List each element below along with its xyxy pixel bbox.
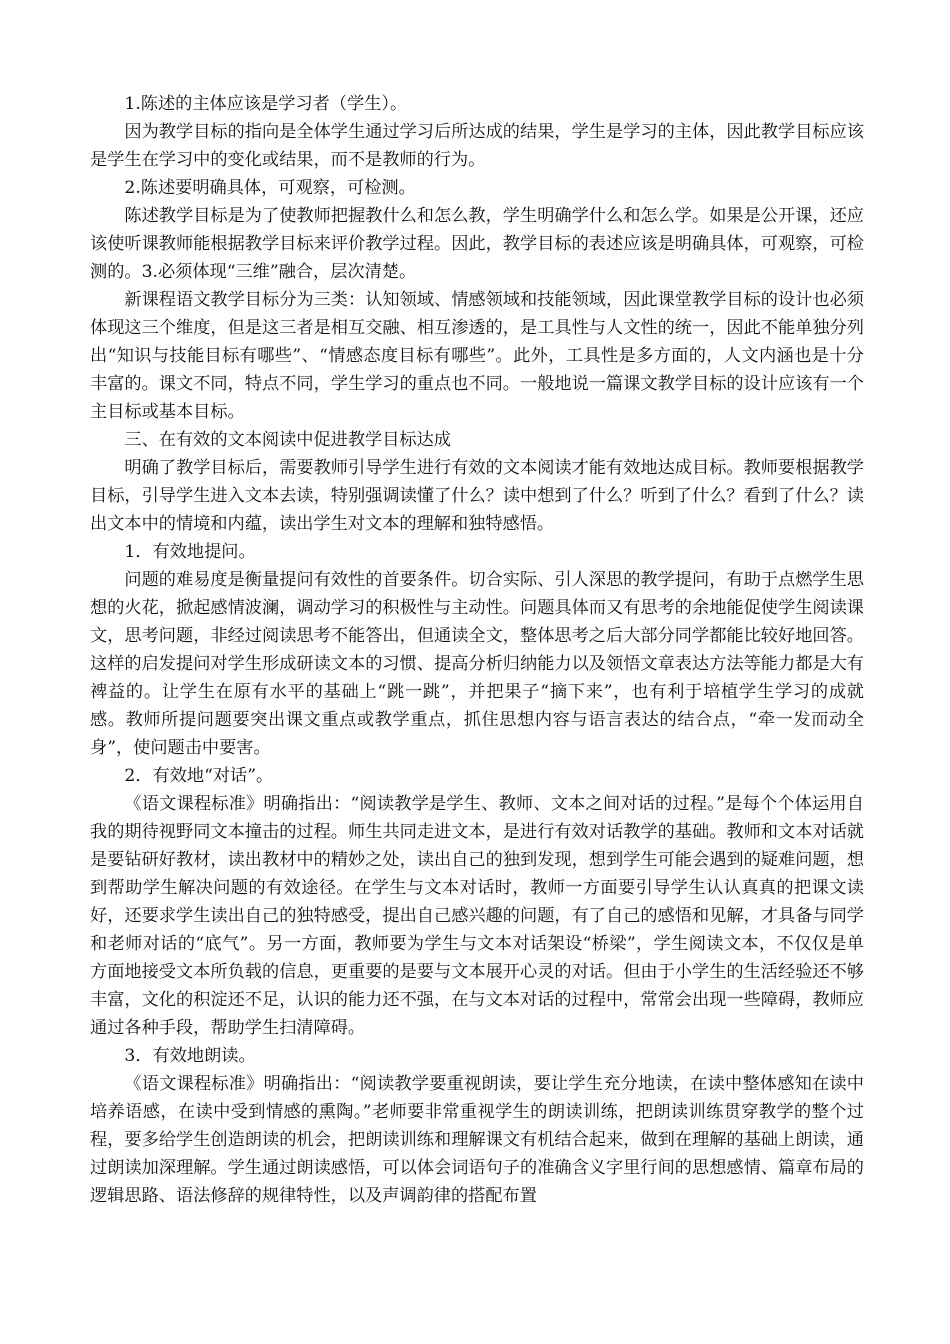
section-heading: 1.陈述的主体应该是学习者（学生）。 (124, 94, 408, 114)
body-paragraph: 新课程语文教学目标分为三类：认知领域、情感领域和技能领域，因此课堂教学目标的设计也必须体现这三个维度，但是这三者是相互交融、相互渗透的，是工具性与人文性的统一，因此不能单独分列出“知识与技能目标有哪些”、“情感态度目标有哪些”。此外，工具性是多方面的，人文内涵也是十分丰富的。课文不同，特点不同，学生学习的重点也不同。一般地说一篇课文教学目标的设计应该有一个主目标或基本目标。 (90, 290, 864, 422)
section-heading: 3．有效地朗读。 (124, 1046, 256, 1066)
section-heading: 1．有效地提问。 (124, 542, 256, 562)
section-heading: 2.陈述要明确具体，可观察，可检测。 (124, 178, 416, 198)
body-paragraph: 陈述教学目标是为了使教师把握教什么和怎么教，学生明确学什么和怎么学。如果是公开课，还应该使听课教师能根据教学目标来评价教学过程。因此，教学目标的表述应该是明确具体，可观察，可检测的。3.必须体现“三维”融合，层次清楚。 (90, 206, 864, 282)
body-paragraph: 因为教学目标的指向是全体学生通过学习后所达成的结果，学生是学习的主体，因此教学目标应该是学生在学习中的变化或结果，而不是教师的行为。 (90, 122, 864, 170)
section-heading: 2．有效地“对话”。 (124, 766, 274, 786)
body-paragraph: 明确了教学目标后，需要教师引导学生进行有效的文本阅读才能有效地达成目标。教师要根据教学目标，引导学生进入文本去读，特别强调读懂了什么？读中想到了什么？听到了什么？看到了什么？读出文本中的情境和内蕴，读出学生对文本的理解和独特感悟。 (90, 458, 864, 534)
body-paragraph: 问题的难易度是衡量提问有效性的首要条件。切合实际、引人深思的教学提问，有助于点燃学生思想的火花，掀起感情波澜，调动学习的积极性与主动性。问题具体而又有思考的余地能促使学生阅读课文，思考问题，非经过阅读思考不能答出，但通读全文，整体思考之后大部分同学都能比较好地回答。这样的启发提问对学生形成研读文本的习惯、提高分析归纳能力以及领悟文章表达方法等能力都是大有裨益的。让学生在原有水平的基础上“跳一跳”，并把果子“摘下来”，也有利于培植学生学习的成就感。教师所提问题要突出课文重点或教学重点，抓住思想内容与语言表达的结合点，“牵一发而动全身”，使问题击中要害。 (90, 570, 864, 758)
section-heading: 三、在有效的文本阅读中促进教学目标达成 (124, 430, 451, 450)
body-paragraph: 《语文课程标准》明确指出：“阅读教学是学生、教师、文本之间对话的过程。”是每个个体运用自我的期待视野同文本撞击的过程。师生共同走进文本，是进行有效对话教学的基础。教师和文本对话就是要钻研好教材，读出教材中的精妙之处，读出自己的独到发现，想到学生可能会遇到的疑难问题，想到帮助学生解决问题的有效途径。在学生与文本对话时，教师一方面要引导学生认认真真的把课文读好，还要求学生读出自己的独特感受，提出自己感兴趣的问题，有了自己的感悟和见解，才具备与同学和老师对话的“底气”。另一方面，教师要为学生与文本对话架设“桥梁”，学生阅读文本，不仅仅是单方面地接受文本所负载的信息，更重要的是要与文本展开心灵的对话。但由于小学生的生活经验还不够丰富，文化的积淀还不足，认识的能力还不强，在与文本对话的过程中，常常会出现一些障碍，教师应通过各种手段，帮助学生扫清障碍。 (90, 794, 864, 1038)
body-paragraph: 《语文课程标准》明确指出：“阅读教学要重视朗读，要让学生充分地读，在读中整体感知在读中培养语感，在读中受到情感的熏陶。”老师要非常重视学生的朗读训练，把朗读训练贯穿教学的整个过程，要多给学生创造朗读的机会，把朗读训练和理解课文有机结合起来，做到在理解的基础上朗读，通过朗读加深理解。学生通过朗读感悟，可以体会词语句子的准确含义字里行间的思想感情、篇章布局的逻辑思路、语法修辞的规律特性，以及声调韵律的搭配布置 (90, 1074, 864, 1206)
